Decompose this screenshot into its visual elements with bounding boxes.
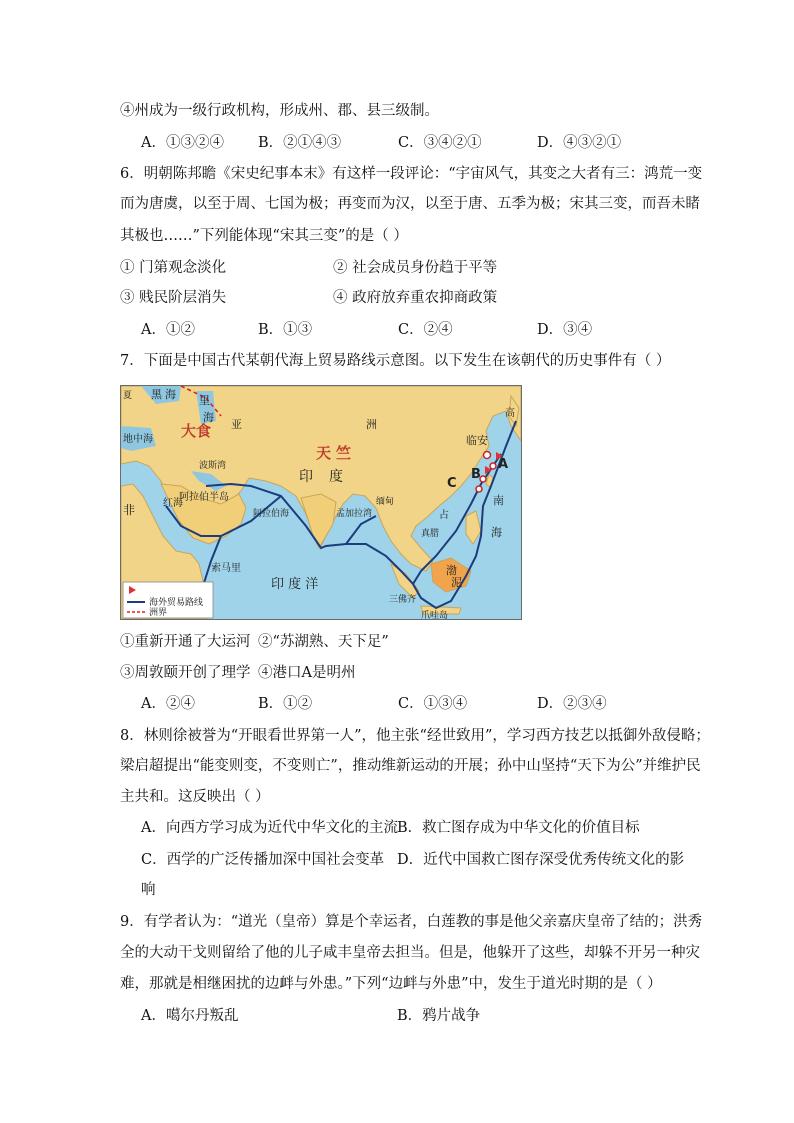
map-port-linan	[484, 452, 491, 459]
q7-question: 7．下面是中国古代某朝代海上贸易路线示意图。以下发生在该朝代的历史事件有（ ）	[120, 353, 671, 369]
map-label-dashi: 大食	[181, 422, 212, 440]
map-legend-border-label: 洲界	[149, 608, 168, 618]
map-label-yindu: 印	[299, 469, 313, 485]
q5-option-c: C．③④②①	[398, 135, 482, 151]
q6-question-line-3: 其极也……”下列能体现“宋其三变”的是（ ）	[120, 228, 408, 244]
map-label-bo: 渤	[446, 564, 457, 577]
map-label-black-sea-2: 海	[165, 388, 176, 401]
map-label-arabian-sea: 阿拉伯海	[253, 509, 290, 519]
map-label-yindu-2: 度	[329, 469, 343, 485]
q8-question-line-3: 主共和。这反映出（ ）	[120, 789, 270, 805]
q8-option-d-continued: 响	[141, 882, 156, 898]
q7-option-d: D．②③④	[537, 696, 607, 712]
map-label-sanfoqi: 三佛齐	[389, 595, 417, 605]
q6-statement-1: ① 门第观念淡化	[120, 260, 227, 276]
q5-option-b: B．②①④③	[258, 135, 342, 151]
map-label-africa: 非	[123, 503, 136, 517]
q9-option-a: A．噶尔丹叛乱	[141, 1008, 239, 1024]
q9-question-line-1: 9．有学者认为：“道光（皇帝）算是个幸运者，白莲教的事是他父亲嘉庆皇帝了结的；洪秀	[120, 914, 703, 930]
map-label-hai: 海	[491, 526, 502, 539]
q5-option-a: A．①③②④	[141, 135, 224, 151]
q8-option-d: D．近代中国救亡图存深受优秀传统文化的影	[397, 852, 685, 868]
trade-route-map	[120, 385, 522, 620]
q7-statement-4: ④港口A是明州	[258, 665, 356, 681]
map-label-port-a: A	[498, 457, 509, 472]
q9-option-b: B．鸦片战争	[397, 1008, 481, 1024]
map-label-red-sea: 红海	[163, 498, 183, 509]
q6-statement-4: ④ 政府放弃重农抑商政策	[333, 290, 498, 306]
q8-option-a: A．向西方学习成为近代中华文化的主流	[141, 820, 398, 836]
map-label-zhou: 洲	[366, 418, 377, 431]
q5-statement-4: ④州成为一级行政机构，形成州、郡、县三级制。	[120, 103, 439, 119]
q6-option-a: A．①②	[141, 322, 195, 338]
map-label-caspian: 里	[199, 394, 210, 407]
map-label-caspian-2: 海	[203, 411, 214, 424]
map-label-somali: 索马里	[211, 563, 241, 574]
map-label-xia: 夏	[123, 391, 133, 401]
map-label-bengal: 孟加拉湾	[336, 509, 373, 519]
map-land-india	[301, 494, 336, 548]
q6-option-d: D．③④	[537, 322, 593, 338]
map-label-zhan: 占	[439, 510, 449, 521]
map-label-gao: 高	[505, 408, 515, 419]
q6-option-b: B．①③	[258, 322, 313, 338]
map-legend-route-label: 海外贸易路线	[149, 598, 204, 608]
map-port-a	[490, 463, 496, 469]
q5-option-d: D．④③②①	[537, 135, 622, 151]
map-label-med: 地中海	[123, 434, 153, 445]
map-label-myanmar: 缅甸	[376, 497, 395, 507]
map-label-black-sea: 黑	[151, 388, 162, 401]
map-label-zhenla: 真腊	[421, 529, 440, 539]
map-label-nan: 南	[493, 494, 504, 507]
q6-question-line-1: 6．明朝陈邦瞻《宋史纪事本末》有这样一段评论：“宇宙风气，其变之大者有三：鸿荒一变	[120, 166, 703, 182]
map-label-ni: 泥	[451, 576, 462, 589]
map-label-java: 爪哇岛	[421, 611, 449, 619]
map-label-arabia: 阿拉伯半岛	[179, 492, 229, 503]
q7-statement-3: ③周敦颐开创了理学	[120, 665, 251, 681]
map-label-linan: 临安	[466, 434, 488, 447]
q8-question-line-1: 8．林则徐被誉为“开眼看世界第一人”，他主张“经世致用”，学习西方技艺以抵御外敌侵略；	[120, 728, 710, 744]
map-label-port-b: B	[471, 467, 481, 482]
q6-option-c: C．②④	[398, 322, 453, 338]
map-land-philippines	[466, 511, 481, 544]
q8-option-c: C．西学的广泛传播加深中国社会变革	[141, 852, 385, 868]
map-label-indian-ocean: 印 度 洋	[271, 577, 319, 592]
q7-option-c: C．①③④	[398, 696, 468, 712]
map-label-persian-gulf: 波斯湾	[199, 461, 227, 471]
map-port-c	[476, 486, 482, 492]
q9-question-line-2: 全的大动干戈则留给了他的儿子咸丰皇帝去担当。但是，他躲开了这些，却躲不开另一种灾	[120, 945, 700, 961]
map-trade-route-bay	[346, 516, 376, 544]
map-label-asia: 亚	[231, 418, 242, 431]
q7-statement-1: ①重新开通了大运河	[120, 634, 251, 650]
q6-statement-3: ③ 贱民阶层消失	[120, 290, 227, 306]
q7-option-a: A．②④	[141, 696, 195, 712]
q6-question-line-2: 而为唐虞，以至于周、七国为极；再变而为汉，以至于唐、五季为极；宋其三变，而吾未睹	[120, 196, 700, 212]
map-label-tianzhu: 天	[316, 444, 332, 462]
q7-option-b: B．①②	[258, 696, 313, 712]
q6-statement-2: ② 社会成员身份趋于平等	[333, 260, 498, 276]
map-label-tianzhu-2: 竺	[336, 444, 352, 462]
q7-statement-2: ②“苏湖熟、天下足”	[258, 634, 389, 650]
q8-question-line-2: 梁启超提出“能变则变，不变则亡”，推动维新运动的开展；孙中山坚持“天下为公”并维护民	[120, 758, 701, 774]
q9-question-line-3: 难，那就是相继困扰的边衅与外患。”下列“边衅与外患”中，发生于道光时期的是（ ）	[120, 976, 662, 992]
map-label-port-c: C	[447, 476, 457, 491]
q8-option-b: B．救亡图存成为中华文化的价值目标	[397, 820, 640, 836]
